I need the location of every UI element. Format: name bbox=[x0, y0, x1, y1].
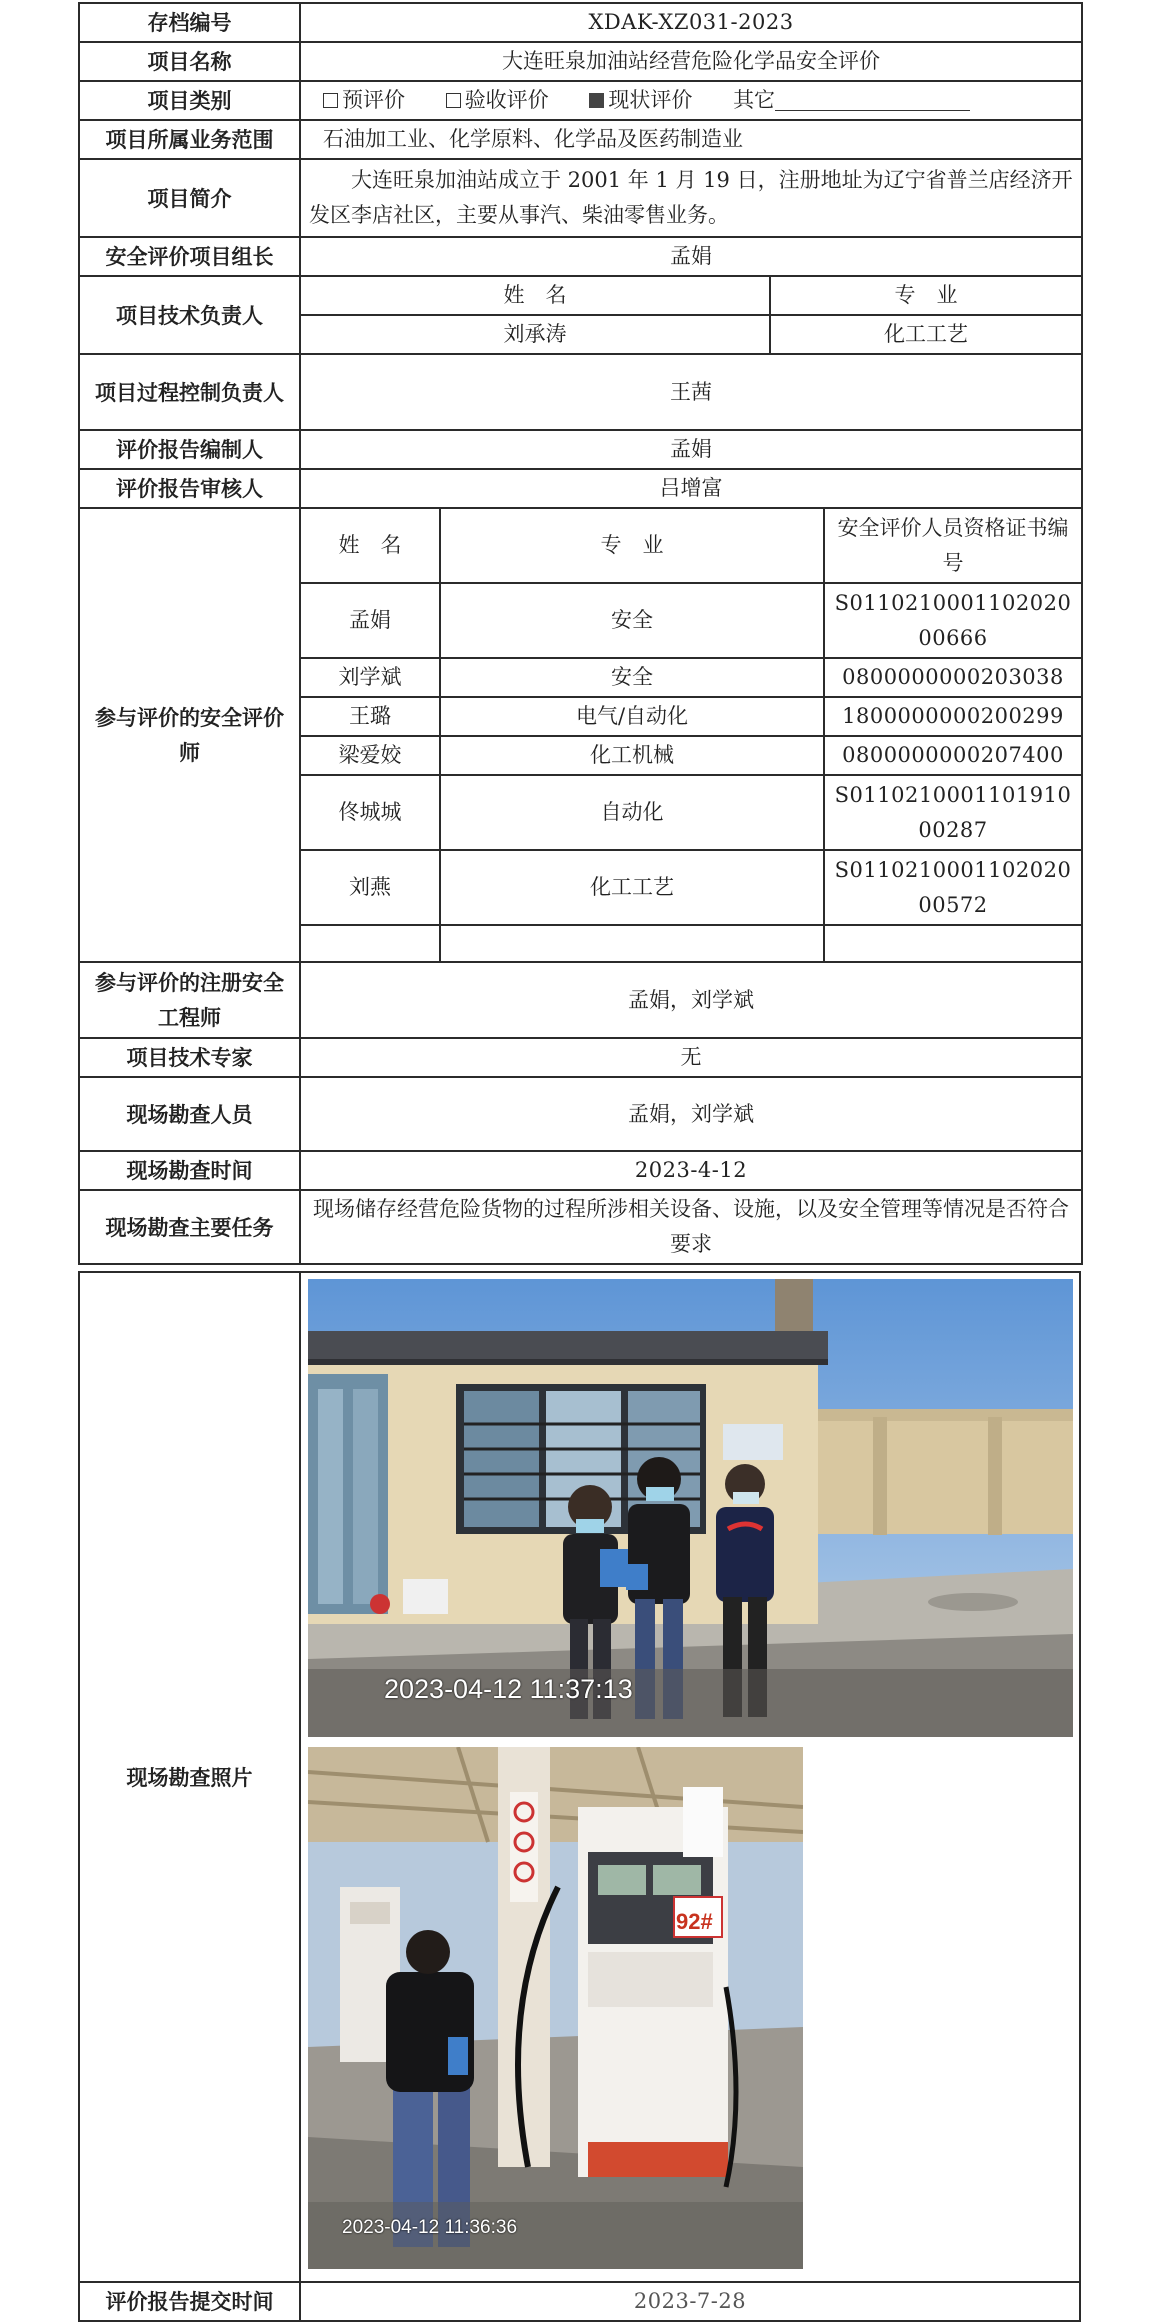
evaluator-cert: 0800000000203038 bbox=[824, 658, 1082, 697]
evaluators-name-header: 姓 名 bbox=[300, 508, 440, 583]
evaluators-major-header: 专 业 bbox=[440, 508, 824, 583]
site-task-label: 现场勘查主要任务 bbox=[79, 1190, 300, 1264]
tech-lead-name: 刘承涛 bbox=[301, 315, 770, 353]
report-reviewer-label: 评价报告审核人 bbox=[79, 469, 300, 508]
evaluator-name: 佟城城 bbox=[300, 775, 440, 850]
archive-value: XDAK-XZ031-2023 bbox=[300, 3, 1082, 42]
empty-cell bbox=[824, 925, 1082, 962]
site-photo-building-image bbox=[308, 1279, 1073, 1737]
type-option-acceptance[interactable]: 验收评价 bbox=[446, 82, 549, 119]
photo2-timestamp: 2023-04-12 11:36:36 bbox=[342, 2217, 518, 2238]
evaluators-cert-header: 安全评价人员资格证书编号 bbox=[824, 508, 1082, 583]
site-photos-label: 现场勘查照片 bbox=[79, 1272, 300, 2282]
evaluator-name: 刘学斌 bbox=[300, 658, 440, 697]
checkbox-icon bbox=[446, 93, 461, 108]
report-author-label: 评价报告编制人 bbox=[79, 430, 300, 469]
info-table bbox=[78, 2, 1083, 1265]
site-photo-fuel-pump-image bbox=[308, 1747, 803, 2269]
project-type-options bbox=[300, 81, 1082, 120]
archive-label: 存档编号 bbox=[79, 3, 300, 42]
evaluator-major: 自动化 bbox=[440, 775, 824, 850]
photo-table bbox=[78, 1271, 1081, 2322]
site-time-label: 现场勘查时间 bbox=[79, 1151, 300, 1190]
evaluator-major: 化工机械 bbox=[440, 736, 824, 775]
tech-lead-name-header: 姓 名 bbox=[503, 283, 567, 307]
type-option-current[interactable]: 现状评价 bbox=[589, 82, 692, 119]
project-type-label: 项目类别 bbox=[79, 81, 300, 120]
tech-lead-subtable bbox=[301, 277, 1081, 353]
site-time-value: 2023-4-12 bbox=[300, 1151, 1082, 1190]
evaluator-major: 电气/自动化 bbox=[440, 697, 824, 736]
team-leader-value: 孟娟 bbox=[300, 237, 1082, 276]
project-name-label: 项目名称 bbox=[79, 42, 300, 81]
team-leader-label: 安全评价项目组长 bbox=[79, 237, 300, 276]
evaluation-record-form bbox=[78, 2, 1081, 2322]
photo1-timestamp: 2023-04-12 11:37:13 bbox=[384, 1674, 633, 1704]
submit-time-label: 评价报告提交时间 bbox=[79, 2282, 300, 2321]
summary-label: 项目简介 bbox=[79, 159, 300, 237]
site-staff-label: 现场勘查人员 bbox=[79, 1077, 300, 1151]
evaluator-name: 王璐 bbox=[300, 697, 440, 736]
evaluator-cert: 1800000000200299 bbox=[824, 697, 1082, 736]
site-photo-fuel-pump bbox=[308, 1747, 803, 2269]
summary-value: 大连旺泉加油站成立于 2001 年 1 月 19 日，注册地址为辽宁省普兰店经济开发区李店社区，主要从事汽、柴油零售业务。 bbox=[300, 159, 1082, 237]
checkbox-checked-icon bbox=[589, 93, 604, 108]
registered-engineers-label: 参与评价的注册安全工程师 bbox=[79, 962, 300, 1038]
business-scope-value: 石油加工业、化学原料、化学品及医药制造业 bbox=[300, 120, 1082, 159]
tech-expert-value: 无 bbox=[300, 1038, 1082, 1077]
site-staff-value: 孟娟，刘学斌 bbox=[300, 1077, 1082, 1151]
evaluator-cert: 0800000000207400 bbox=[824, 736, 1082, 775]
tech-lead-major-header: 专 业 bbox=[770, 277, 1081, 315]
evaluator-name: 梁爱姣 bbox=[300, 736, 440, 775]
evaluator-name: 孟娟 bbox=[300, 583, 440, 658]
photo2-pump-sign: 92# bbox=[676, 1909, 713, 1934]
type-option-pre[interactable]: 预评价 bbox=[323, 82, 405, 119]
site-task-value: 现场储存经营危险货物的过程所涉相关设备、设施，以及安全管理等情况是否符合要求 bbox=[300, 1190, 1082, 1264]
evaluator-major: 化工工艺 bbox=[440, 850, 824, 925]
type-option-other[interactable]: 其它 bbox=[733, 88, 970, 112]
empty-cell bbox=[440, 925, 824, 962]
report-reviewer-value: 吕增富 bbox=[300, 469, 1082, 508]
tech-lead-label: 项目技术负责人 bbox=[79, 276, 300, 354]
evaluator-name: 刘燕 bbox=[300, 850, 440, 925]
other-blank-line bbox=[775, 86, 970, 111]
business-scope-label: 项目所属业务范围 bbox=[79, 120, 300, 159]
site-photos-cell bbox=[300, 1272, 1080, 2282]
evaluator-cert: S011021000110202000572 bbox=[824, 850, 1082, 925]
checkbox-icon bbox=[323, 93, 338, 108]
tech-expert-label: 项目技术专家 bbox=[79, 1038, 300, 1077]
site-photo-building bbox=[308, 1279, 1073, 1737]
project-name-value: 大连旺泉加油站经营危险化学品安全评价 bbox=[300, 42, 1082, 81]
submit-time-value: 2023-7-28 bbox=[300, 2282, 1080, 2321]
evaluator-major: 安全 bbox=[440, 583, 824, 658]
evaluator-cert: S011021000110191000287 bbox=[824, 775, 1082, 850]
registered-engineers-value: 孟娟，刘学斌 bbox=[300, 962, 1082, 1038]
evaluator-cert: S011021000110202000666 bbox=[824, 583, 1082, 658]
tech-lead-major: 化工工艺 bbox=[770, 315, 1081, 353]
tech-lead-cell bbox=[300, 276, 1082, 354]
process-control-value: 王茜 bbox=[300, 354, 1082, 430]
evaluator-major: 安全 bbox=[440, 658, 824, 697]
empty-cell bbox=[300, 925, 440, 962]
report-author-value: 孟娟 bbox=[300, 430, 1082, 469]
evaluators-label: 参与评价的安全评价师 bbox=[79, 508, 300, 962]
process-control-label: 项目过程控制负责人 bbox=[79, 354, 300, 430]
